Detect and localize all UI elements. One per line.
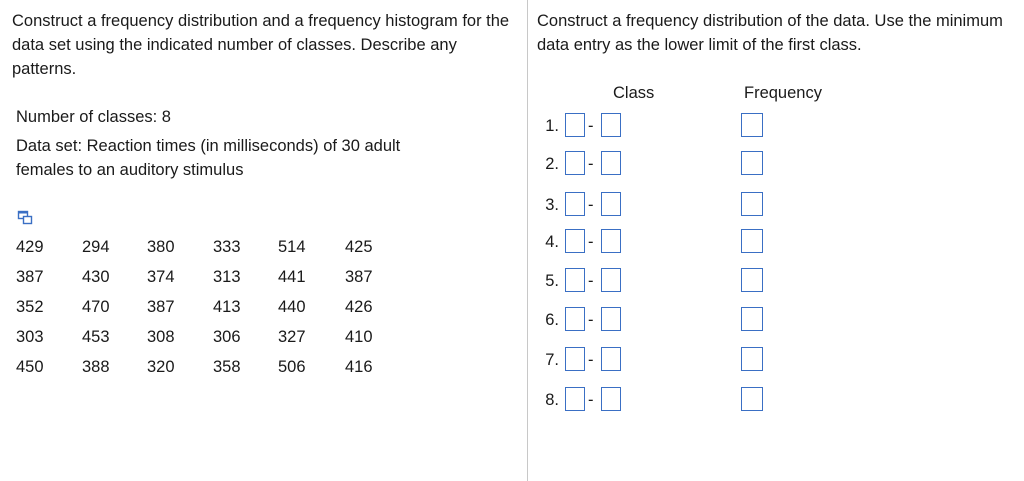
class-range-dash: - <box>588 311 594 329</box>
class-lower-limit-input[interactable] <box>565 387 585 411</box>
class-upper-limit-input[interactable] <box>601 229 621 253</box>
class-range-dash: - <box>588 391 594 409</box>
class-row-number: 7. <box>545 351 559 369</box>
data-value: 380 <box>147 237 175 256</box>
class-row-number: 6. <box>545 311 559 329</box>
data-value: 374 <box>147 267 175 286</box>
data-value: 327 <box>278 327 306 346</box>
frequency-instructions: Construct a frequency distribution of the data. Use the minimum data entry as the lower limit of the first class. <box>537 12 1003 54</box>
data-value: 320 <box>147 357 175 376</box>
class-lower-limit-input[interactable] <box>565 347 585 371</box>
dataset-label: Data set: Reaction times (in milliseconds) of 30 adult females to an auditory stimulus <box>16 137 401 179</box>
frequency-input[interactable] <box>741 268 763 292</box>
data-value: 410 <box>345 327 373 346</box>
class-upper-limit-input[interactable] <box>601 307 621 331</box>
data-value: 413 <box>213 297 241 316</box>
data-value: 352 <box>16 297 44 316</box>
class-upper-limit-input[interactable] <box>601 113 621 137</box>
data-value: 358 <box>213 357 241 376</box>
class-row-number: 1. <box>545 117 559 135</box>
frequency-input[interactable] <box>741 151 763 175</box>
data-value: 430 <box>82 267 110 286</box>
class-column-header: Class <box>613 84 655 102</box>
class-row-number: 5. <box>545 272 559 290</box>
class-row-number: 8. <box>545 391 559 409</box>
data-value: 450 <box>16 357 44 376</box>
data-value: 440 <box>278 297 306 316</box>
data-value: 426 <box>345 297 373 316</box>
class-lower-limit-input[interactable] <box>565 192 585 216</box>
frequency-input[interactable] <box>741 229 763 253</box>
data-row <box>16 322 395 352</box>
data-value: 416 <box>345 357 373 376</box>
data-row <box>16 352 395 382</box>
class-lower-limit-input[interactable] <box>565 151 585 175</box>
data-value: 303 <box>16 327 44 346</box>
frequency-input[interactable] <box>741 192 763 216</box>
class-range-dash: - <box>588 233 594 251</box>
class-row-number: 2. <box>545 155 559 173</box>
class-upper-limit-input[interactable] <box>601 151 621 175</box>
data-value: 514 <box>278 237 306 256</box>
data-value: 387 <box>16 267 44 286</box>
class-range-dash: - <box>588 155 594 173</box>
data-value: 506 <box>278 357 306 376</box>
data-value: 333 <box>213 237 241 256</box>
data-value: 453 <box>82 327 110 346</box>
data-row <box>16 292 395 322</box>
class-row-number: 3. <box>545 196 559 214</box>
data-row <box>16 232 395 262</box>
class-lower-limit-input[interactable] <box>565 113 585 137</box>
right-pane <box>528 0 1024 481</box>
frequency-input[interactable] <box>741 113 763 137</box>
data-value: 387 <box>345 267 373 286</box>
data-value: 470 <box>82 297 110 316</box>
class-upper-limit-input[interactable] <box>601 347 621 371</box>
data-value: 306 <box>213 327 241 346</box>
class-lower-limit-input[interactable] <box>565 307 585 331</box>
class-range-dash: - <box>588 272 594 290</box>
data-value: 429 <box>16 237 44 256</box>
frequency-input[interactable] <box>741 307 763 331</box>
number-of-classes: Number of classes: 8 <box>16 108 171 126</box>
frequency-input[interactable] <box>741 347 763 371</box>
data-value: 425 <box>345 237 373 256</box>
data-table <box>16 232 395 382</box>
class-lower-limit-input[interactable] <box>565 229 585 253</box>
class-upper-limit-input[interactable] <box>601 268 621 292</box>
data-value: 388 <box>82 357 110 376</box>
frequency-input[interactable] <box>741 387 763 411</box>
data-value: 441 <box>278 267 306 286</box>
question-instructions: Construct a frequency distribution and a frequency histogram for the data set using the indicated number of classes. Describe any patterns. <box>12 12 510 78</box>
data-row <box>16 262 395 292</box>
frequency-column-header: Frequency <box>744 84 822 102</box>
copy-data-icon[interactable] <box>17 209 33 225</box>
data-value: 308 <box>147 327 175 346</box>
class-row-number: 4. <box>545 233 559 251</box>
class-upper-limit-input[interactable] <box>601 387 621 411</box>
data-value: 387 <box>147 297 175 316</box>
class-range-dash: - <box>588 196 594 214</box>
data-value: 313 <box>213 267 241 286</box>
class-lower-limit-input[interactable] <box>565 268 585 292</box>
class-range-dash: - <box>588 117 594 135</box>
class-range-dash: - <box>588 351 594 369</box>
class-upper-limit-input[interactable] <box>601 192 621 216</box>
data-value: 294 <box>82 237 110 256</box>
